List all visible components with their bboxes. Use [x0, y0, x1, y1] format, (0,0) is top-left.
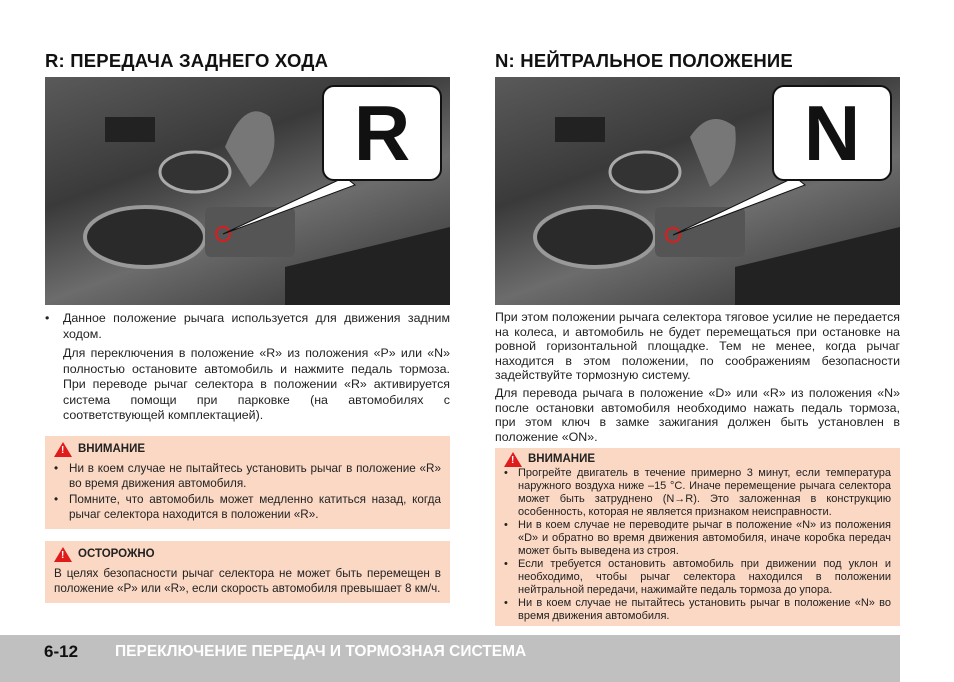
right-column [495, 50, 900, 626]
warning-icon: ! [504, 452, 522, 467]
description: При этом положении рычага селектора тяговое усилие не передается на колеса, и автомобиль не будет перемещаться при остановке на ровной горизонтальной площадке. Тем не менее, когда рычаг находится в этом положении, по соображениям безопасности задействуйте тормозную систему. [495, 310, 900, 383]
warning-icon: ! [54, 547, 72, 562]
warning-title: ВНИМАНИЕ [78, 443, 146, 455]
warning-item: • Если требуется остановить автомобиль при движении под уклон и необходимо, чтобы рычаг селектора находился в положении нейтральной передачи, нажимайте педаль тормоза до упора. [504, 558, 891, 597]
warning-box [495, 448, 900, 626]
page-number: 6-12 [44, 642, 79, 661]
description-detail: Для переключения в положение «R» из положения «P» или «N» полностью остановите автомобиль и нажмите педаль тормоза. При переводе рычаг селектора в положении «R» активируется система помощи при парковке (на автомобилях с соответствующей комплектацией). [63, 346, 450, 422]
gear-selector-photo [45, 77, 450, 305]
warning-box [45, 436, 450, 529]
warning-item: • Ни в коем случае не переводите рычаг в положение «N» из положения «D» и обратно во время движения автомобиля, иначе коробка передач может быть выведена из строя. [504, 519, 891, 558]
gear-position-badge: R [322, 85, 442, 181]
warning-item: • Помните, что автомобиль может медленно катиться назад, когда рычаг селектора находится в положении «R». [54, 492, 441, 522]
warning-item: • Прогрейте двигатель в течение примерно 3 минут, если температура наружного воздуха ниже –15 °C. Иначе перемещение рычага селектора может быть затруднено (N→R). Это заложенная в конструкцию особенность, которая не является признаком неисправности. [504, 467, 891, 519]
page-footer [0, 635, 900, 682]
warning-item: • Ни в коем случае не пытайтесь установить рычаг в положение «N» во время движения автомобиля. [504, 597, 891, 623]
caution-box [45, 541, 450, 603]
warning-title: ВНИМАНИЕ [528, 453, 596, 466]
section-title: N: НЕЙТРАЛЬНОЕ ПОЛОЖЕНИЕ [495, 50, 793, 71]
left-column [45, 50, 450, 603]
description-detail: Для перевода рычага в положение «D» или «R» из положения «N» после остановки автомобиля необходимо нажать педаль тормоза, при этом ключ в замке зажигания должен быть установлен в положение «ON». [495, 385, 900, 444]
gear-selector-photo [495, 77, 900, 305]
chapter-title: ПЕРЕКЛЮЧЕНИЕ ПЕРЕДАЧ И ТОРМОЗНАЯ СИСТЕМА [115, 643, 527, 660]
description: • Данное положение рычага используется для движения задним ходом. [45, 311, 450, 342]
gear-position-badge: N [772, 85, 892, 181]
warning-item: • Ни в коем случае не пытайтесь установить рычаг в положение «R» во время движения автомобиля. [54, 461, 441, 491]
section-title: R: ПЕРЕДАЧА ЗАДНЕГО ХОДА [45, 50, 329, 71]
caution-text: В целях безопасности рычаг селектора не может быть перемещен в положение «P» или «R», если скорость автомобиля превышает 8 км/ч. [54, 566, 441, 595]
caution-title: ОСТОРОЖНО [78, 548, 155, 560]
warning-icon: ! [54, 442, 72, 457]
